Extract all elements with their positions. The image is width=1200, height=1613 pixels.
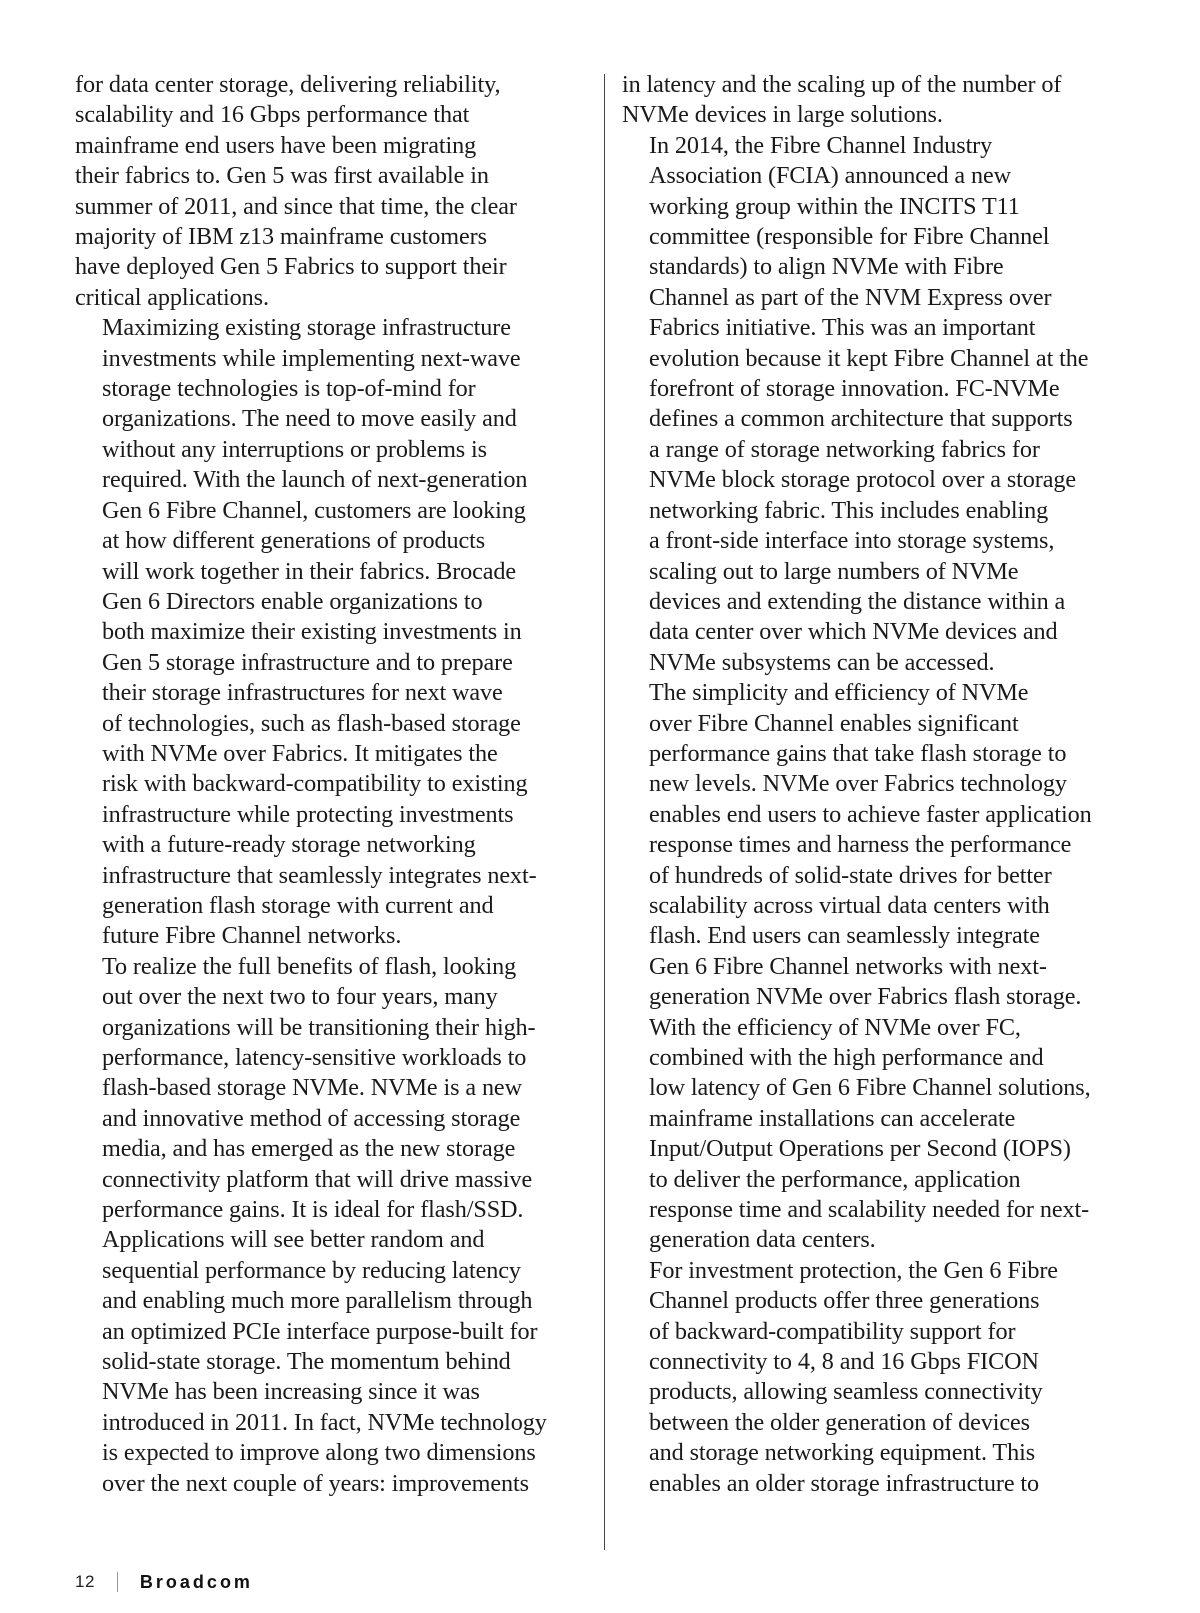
text-line: will work together in their fabrics. Brocade: [102, 557, 517, 585]
paragraph: [75, 952, 585, 1499]
text-line: Association (FCIA) announced a new: [649, 162, 1012, 190]
paragraph: [622, 1256, 1142, 1499]
text-line: enables an older storage infrastructure to: [649, 1469, 1040, 1497]
text-line: of technologies, such as flash-based storage: [102, 709, 521, 737]
footer-separator: [117, 1572, 118, 1592]
column-divider: [604, 74, 605, 1550]
text-line: future Fibre Channel networks.: [102, 922, 402, 950]
text-line: sequential performance by reducing latency: [102, 1256, 521, 1284]
text-line: introduced in 2011. In fact, NVMe technology: [102, 1408, 547, 1436]
left-column: [75, 70, 585, 1499]
text-line: products, allowing seamless connectivity: [649, 1378, 1043, 1406]
text-line: their fabrics to. Gen 5 was first available in: [75, 162, 489, 190]
text-line: committee (responsible for Fibre Channel: [649, 223, 1050, 251]
paragraph: [622, 131, 1142, 678]
text-line: and innovative method of accessing storage: [102, 1104, 521, 1132]
text-line: data center over which NVMe devices and: [649, 618, 1058, 646]
text-line: Input/Output Operations per Second (IOPS): [649, 1135, 1071, 1163]
text-line: Fabrics initiative. This was an important: [649, 314, 1036, 342]
text-line: defines a common architecture that supports: [649, 405, 1073, 433]
text-line: organizations. The need to move easily and: [102, 405, 517, 433]
text-line: generation NVMe over Fabrics flash storage.: [649, 983, 1082, 1011]
page-footer: [75, 1570, 253, 1594]
text-line: devices and extending the distance within a: [649, 587, 1066, 615]
text-line: and enabling much more parallelism through: [102, 1287, 533, 1315]
text-line: working group within the INCITS T11: [649, 192, 1020, 220]
text-line: scalability and 16 Gbps performance that: [75, 101, 470, 129]
text-line: evolution because it kept Fibre Channel at the: [649, 344, 1089, 372]
right-column: [622, 70, 1142, 1499]
text-line: generation flash storage with current and: [102, 891, 494, 919]
text-line: response time and scalability needed for next-: [649, 1196, 1090, 1224]
text-line: enables end users to achieve faster application: [649, 800, 1092, 828]
text-line: Maximizing existing storage infrastructure: [102, 314, 511, 342]
text-line: Channel products offer three generations: [649, 1287, 1040, 1315]
text-line: forefront of storage innovation. FC-NVMe: [649, 375, 1060, 403]
text-line: infrastructure that seamlessly integrates next-: [102, 861, 537, 889]
text-line: In 2014, the Fibre Channel Industry: [649, 131, 993, 159]
text-line: scalability across virtual data centers with: [649, 891, 1050, 919]
text-line: mainframe installations can accelerate: [649, 1104, 1016, 1132]
text-line: networking fabric. This includes enabling: [649, 496, 1049, 524]
text-line: combined with the high performance and: [649, 1044, 1044, 1071]
text-line: without any interruptions or problems is: [102, 435, 487, 463]
text-line: NVMe has been increasing since it was: [102, 1378, 480, 1406]
text-line: Gen 5 storage infrastructure and to prepare: [102, 648, 513, 676]
text-line: performance gains that take flash storage to: [649, 739, 1067, 767]
text-line: with a future-ready storage networking: [102, 831, 476, 859]
text-line: NVMe block storage protocol over a storage: [649, 466, 1077, 494]
text-line: flash-based storage NVMe. NVMe is a new: [102, 1074, 522, 1102]
text-line: low latency of Gen 6 Fibre Channel solutions,: [649, 1074, 1091, 1102]
text-line: a front-side interface into storage systems,: [649, 527, 1055, 555]
text-line: NVMe subsystems can be accessed.: [649, 648, 995, 676]
text-line: organizations will be transitioning their high-: [102, 1013, 536, 1041]
paragraph: [75, 313, 585, 952]
text-line: standards) to align NVMe with Fibre: [649, 253, 1004, 281]
text-line: an optimized PCIe interface purpose-built for: [102, 1317, 538, 1345]
text-line: Gen 6 Fibre Channel, customers are looking: [102, 496, 526, 524]
text-line: over the next couple of years: improvements: [102, 1469, 529, 1497]
text-line: scaling out to large numbers of NVMe: [649, 557, 1019, 585]
text-line: connectivity to 4, 8 and 16 Gbps FICON: [649, 1348, 1039, 1376]
text-line: to deliver the performance, application: [649, 1165, 1021, 1193]
text-line: storage technologies is top-of-mind for: [102, 375, 476, 403]
text-line: solid-state storage. The momentum behind: [102, 1348, 511, 1376]
paragraph: [75, 70, 585, 313]
text-line: With the efficiency of NVMe over FC,: [649, 1013, 1021, 1041]
text-line: risk with backward-compatibility to existing: [102, 770, 528, 798]
text-line: a range of storage networking fabrics for: [649, 435, 1040, 463]
text-line: majority of IBM z13 mainframe customers: [75, 223, 487, 251]
text-line: over Fibre Channel enables significant: [649, 709, 1019, 737]
text-line: Applications will see better random and: [102, 1226, 485, 1254]
text-line: at how different generations of products: [102, 527, 486, 555]
text-line: Gen 6 Directors enable organizations to: [102, 587, 483, 615]
text-line: media, and has emerged as the new storage: [102, 1135, 516, 1163]
text-line: in latency and the scaling up of the number of: [622, 71, 1062, 98]
text-line: generation data centers.: [649, 1226, 876, 1254]
text-line: have deployed Gen 5 Fabrics to support their: [75, 253, 507, 281]
text-line: investments while implementing next-wave: [102, 344, 521, 372]
text-line: performance, latency-sensitive workloads to: [102, 1044, 527, 1071]
text-line: connectivity platform that will drive massive: [102, 1165, 533, 1193]
text-line: for data center storage, delivering reliability,: [75, 71, 501, 98]
text-line: with NVMe over Fabrics. It mitigates the: [102, 739, 498, 767]
text-line: The simplicity and efficiency of NVMe: [649, 679, 1029, 707]
text-line: and storage networking equipment. This: [649, 1439, 1036, 1467]
text-line: of hundreds of solid-state drives for better: [649, 861, 1052, 889]
text-line: new levels. NVMe over Fabrics technology: [649, 770, 1067, 798]
text-line: infrastructure while protecting investments: [102, 800, 514, 828]
text-line: out over the next two to four years, many: [102, 983, 498, 1011]
text-line: Channel as part of the NVM Express over: [649, 283, 1052, 311]
page-number: 12: [75, 1572, 95, 1591]
paragraph: [622, 678, 1142, 1256]
text-line: performance gains. It is ideal for flash/SSD.: [102, 1196, 524, 1224]
text-line: of backward-compatibility support for: [649, 1317, 1016, 1345]
text-line: response times and harness the performance: [649, 831, 1072, 859]
text-line: mainframe end users have been migrating: [75, 131, 477, 159]
text-line: is expected to improve along two dimensions: [102, 1439, 536, 1467]
text-line: critical applications.: [75, 283, 269, 311]
text-line: flash. End users can seamlessly integrate: [649, 922, 1040, 950]
text-line: Gen 6 Fibre Channel networks with next-: [649, 952, 1047, 980]
text-line: their storage infrastructures for next wave: [102, 679, 503, 707]
text-line: required. With the launch of next-generation: [102, 466, 528, 494]
brand-name: Broadcom: [139, 1571, 253, 1592]
text-line: between the older generation of devices: [649, 1408, 1030, 1436]
text-line: NVMe devices in large solutions.: [622, 101, 943, 129]
text-line: For investment protection, the Gen 6 Fibre: [649, 1256, 1058, 1284]
text-line: both maximize their existing investments in: [102, 618, 522, 646]
text-line: summer of 2011, and since that time, the clear: [75, 192, 517, 220]
paragraph: [622, 70, 1142, 131]
text-line: To realize the full benefits of flash, looking: [102, 952, 517, 980]
